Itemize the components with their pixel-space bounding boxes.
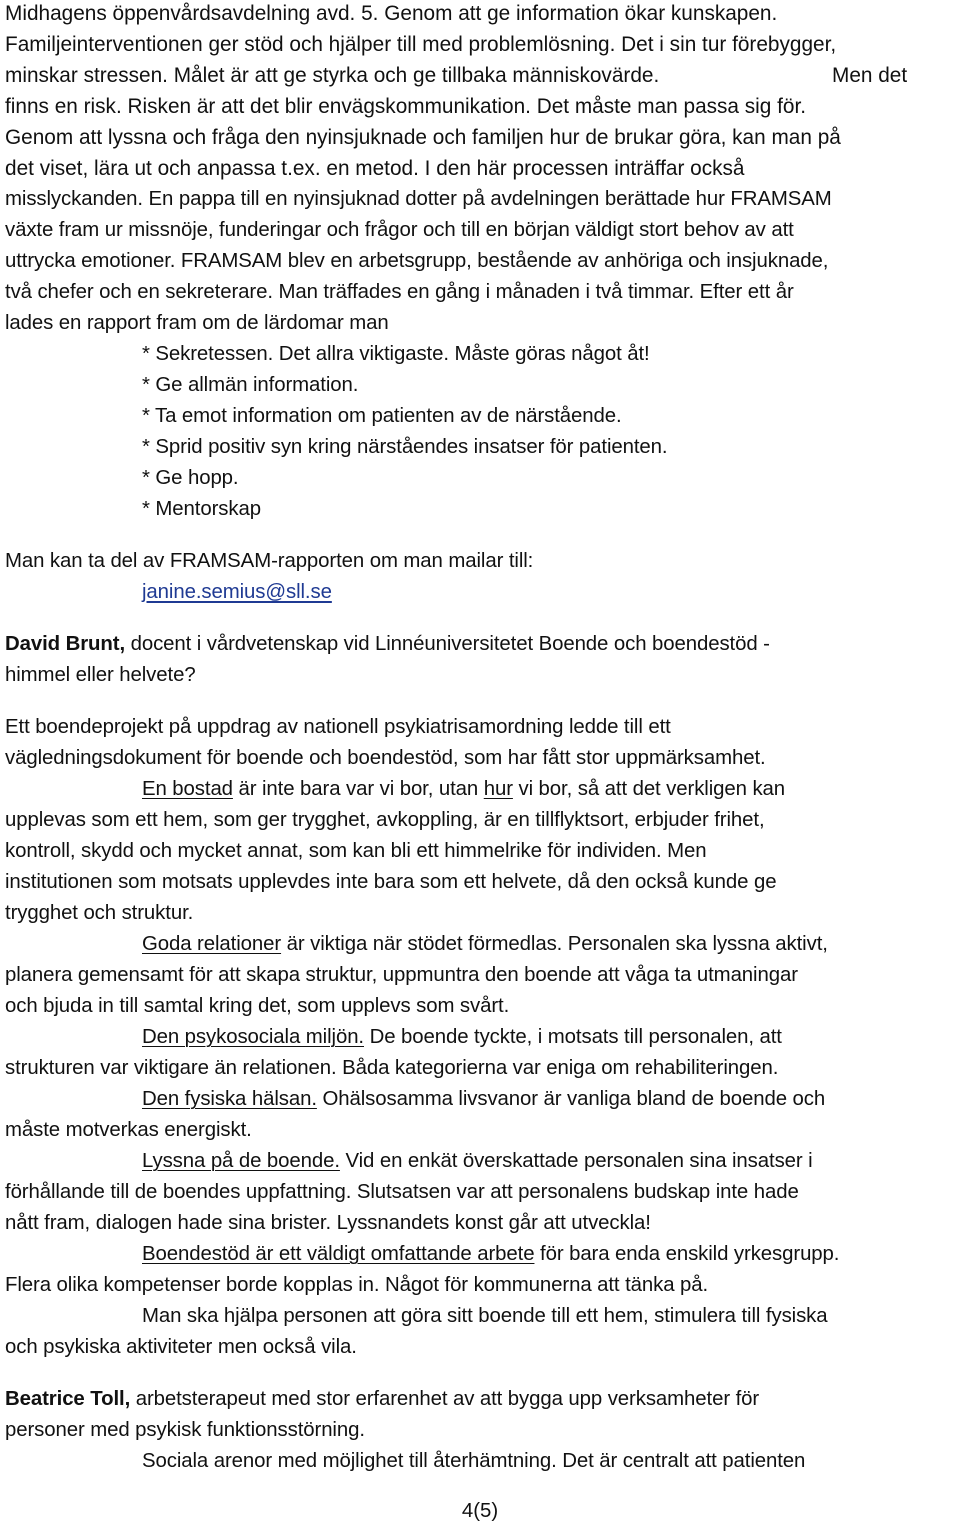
speaker-name: Beatrice Toll, (5, 1388, 131, 1410)
text-segment: Ohälsosamma livsvanor är vanliga bland de boende och (316, 1088, 826, 1110)
speaker-name: David Brunt, (5, 633, 126, 655)
page-number: 4(5) (461, 1500, 499, 1522)
text-line: upplevas som ett hem, som ger trygghet, avkoppling, är en tillflyktsort, erbjuder frihet, (5, 809, 765, 831)
list-item: * Mentorskap (142, 498, 261, 520)
underlined-term: hur (483, 778, 513, 800)
speaker-description: arbetsterapeut med stor erfarenhet av att bygga upp verksamheter för (130, 1388, 760, 1410)
list-item: * Ta emot information om patienten av de närstående. (142, 405, 622, 427)
underlined-term: En bostad (142, 778, 233, 800)
text-line: Man kan ta del av FRAMSAM-rapporten om man mailar till: (5, 550, 534, 572)
list-item: * Ge hopp. (142, 467, 239, 489)
text-line: Familjeinterventionen ger stöd och hjälper till med problemlösning. Det i sin tur förebygger, (5, 33, 837, 56)
text-line: kontroll, skydd och mycket annat, som kan bli ett himmelrike för individen. Men (5, 840, 707, 862)
text-segment: Vid en enkät överskattade personalen sina insatser i (339, 1150, 813, 1172)
text-line: vägledningsdokument för boende och boendestöd, som har fått stor uppmärksamhet. (5, 747, 766, 769)
text-line: måste motverkas energiskt. (5, 1119, 252, 1141)
text-segment: är viktiga när stödet förmedlas. Personalen ska lyssna aktivt, (281, 933, 828, 955)
text-line: institutionen som motsats upplevdes inte bara som ett helvete, då den också kunde ge (5, 871, 777, 893)
speaker-description: docent i vårdvetenskap vid Linnéuniversitetet Boende och boendestöd - (125, 633, 770, 655)
text-line: och bjuda in till samtal kring det, som upplevs som svårt. (5, 995, 510, 1017)
text-line: Flera olika kompetenser borde kopplas in. Något för kommunerna att tänka på. (5, 1274, 709, 1296)
text-line: Ett boendeprojekt på uppdrag av nationell psykiatrisamordning ledde till ett (5, 716, 671, 738)
text-line: himmel eller helvete? (5, 664, 196, 686)
list-item: * Sprid positiv syn kring närståendes insatser för patienten. (142, 436, 668, 458)
speaker-heading (5, 1384, 759, 1415)
text-line (142, 1084, 825, 1115)
text-line: strukturen var viktigare än relationen. Båda kategorierna var eniga om rehabiliteringen. (5, 1057, 779, 1079)
list-item: * Ge allmän information. (142, 374, 359, 396)
text-line: och psykiska aktiviteter men också vila. (5, 1336, 357, 1358)
text-line: misslyckanden. En pappa till en nyinsjuknad dotter på avdelningen berättade hur FRAMSAM (5, 188, 832, 210)
text-line: Sociala arenor med möjlighet till återhämtning. Det är centralt att patienten (142, 1450, 806, 1472)
text-line: planera gemensamt för att skapa struktur, uppmuntra den boende att våga ta utmaningar (5, 964, 798, 986)
text-line: det viset, lära ut och anpassa t.ex. en metod. I den här processen inträffar också (5, 157, 745, 180)
underlined-term: Boendestöd är ett väldigt omfattande arbete (142, 1243, 535, 1265)
text-line: uttrycka emotioner. FRAMSAM blev en arbetsgrupp, bestående av anhöriga och insjuknade, (5, 250, 829, 272)
text-line: Genom att lyssna och fråga den nyinsjuknade och familjen hur de brukar göra, kan man på (5, 126, 841, 149)
text-line: lades en rapport fram om de lärdomar man (5, 312, 389, 334)
text-line: personer med psykisk funktionsstörning. (5, 1419, 365, 1441)
email-link-text[interactable]: janine.semius@sll.se (142, 581, 332, 603)
underlined-term: Lyssna på de boende. (142, 1150, 340, 1172)
text-segment: vi bor, så att det verkligen kan (512, 778, 786, 800)
text-line: nått fram, dialogen hade sina brister. Lyssnandets konst går att utveckla! (5, 1212, 651, 1234)
text-line: två chefer och en sekreterare. Man träffades en gång i månaden i två timmar. Efter ett år (5, 281, 794, 303)
text-line (142, 1022, 782, 1053)
underlined-term: Goda relationer (142, 933, 282, 955)
text-segment: är inte bara var vi bor, utan (232, 778, 484, 800)
text-segment: De boende tyckte, i motsats till personalen, att (364, 1026, 782, 1048)
underlined-term: Den psykosociala miljön. (142, 1026, 364, 1048)
text-line (142, 929, 828, 960)
text-line: trygghet och struktur. (5, 902, 194, 924)
text-line: finns en risk. Risken är att det blir envägskommunikation. Det måste man passa sig för. (5, 95, 807, 118)
text-line (142, 1239, 839, 1270)
text-line (142, 774, 785, 805)
text-line: växte fram ur missnöje, funderingar och frågor och till en början väldigt stort behov av att (5, 219, 794, 241)
text-line: Man ska hjälpa personen att göra sitt boende till ett hem, stimulera till fysiska (142, 1305, 828, 1327)
text-line: Midhagens öppenvårdsavdelning avd. 5. Genom att ge information ökar kunskapen. (5, 2, 778, 25)
text-segment: för bara enda enskild yrkesgrupp. (534, 1243, 840, 1265)
list-item: * Sekretessen. Det allra viktigaste. Måste göras något åt! (142, 343, 650, 365)
underlined-term: Den fysiska hälsan. (142, 1088, 317, 1110)
text-line: Men det (832, 64, 908, 87)
text-line: förhållande till de boendes uppfattning. Slutsatsen var att personalens budskap inte hade (5, 1181, 799, 1203)
speaker-heading (5, 629, 770, 660)
email-link[interactable] (142, 577, 332, 608)
text-line: minskar stressen. Målet är att ge styrka och ge tillbaka människovärde. (5, 64, 660, 87)
text-line (142, 1146, 813, 1177)
